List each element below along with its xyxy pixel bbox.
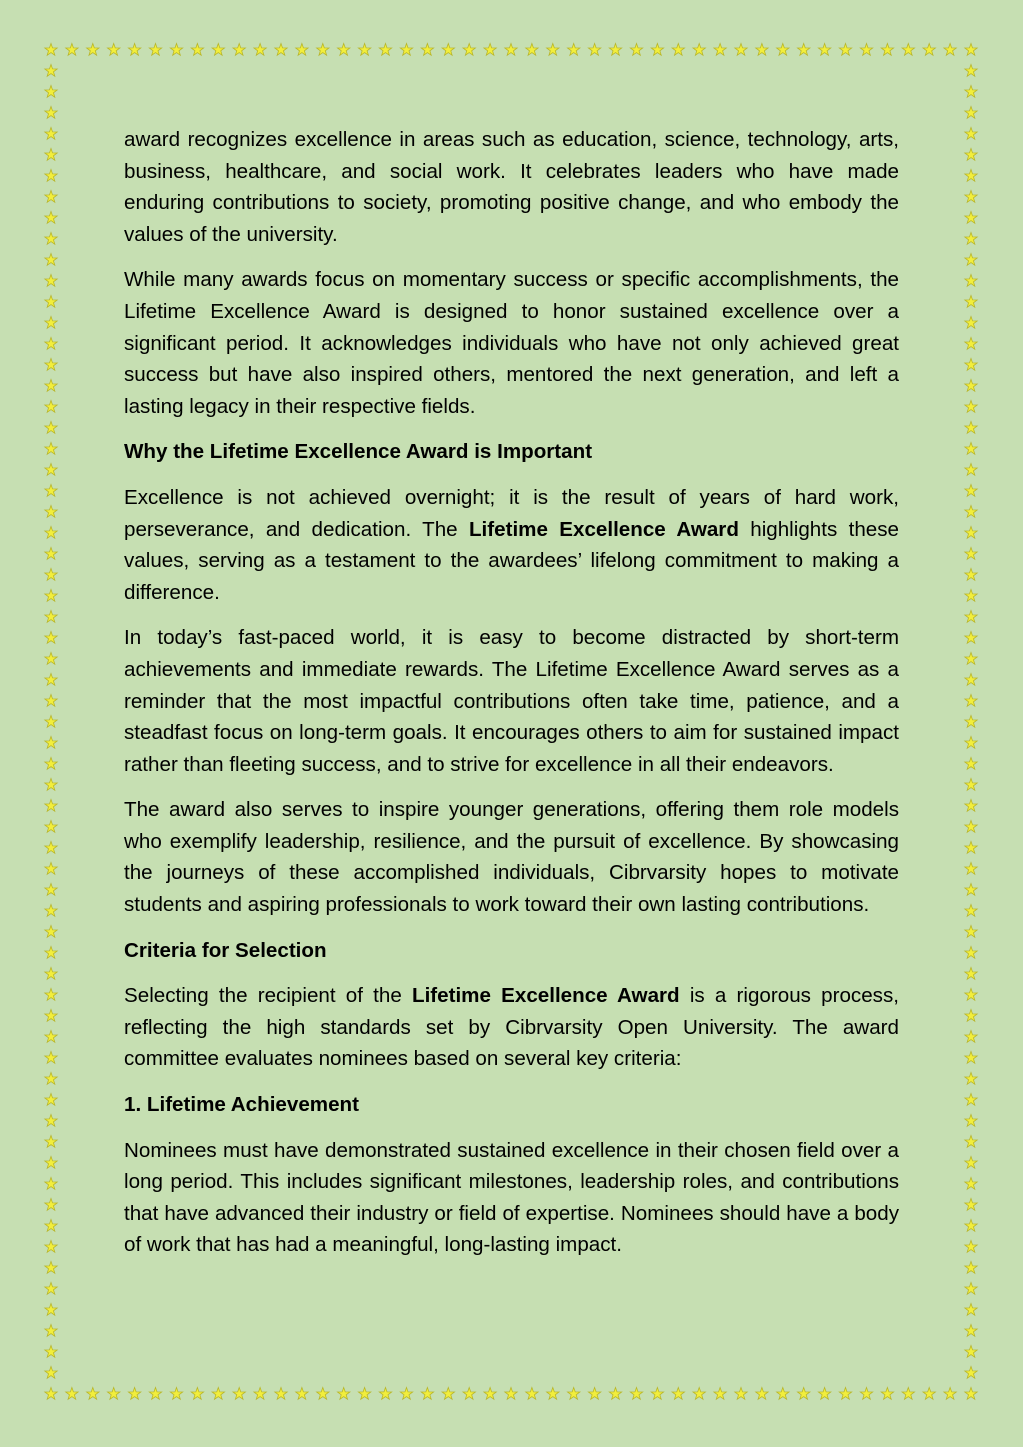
star-icon xyxy=(191,1388,203,1400)
star-icon xyxy=(965,1073,977,1085)
star-icon xyxy=(965,443,977,455)
star-icon xyxy=(45,65,57,77)
star-icon xyxy=(45,1220,57,1232)
star-icon xyxy=(881,44,893,56)
star-icon xyxy=(45,191,57,203)
star-icon xyxy=(965,1262,977,1274)
star-icon xyxy=(233,44,245,56)
star-icon xyxy=(317,1388,329,1400)
star-icon xyxy=(965,1325,977,1337)
star-icon xyxy=(965,170,977,182)
star-icon xyxy=(212,1388,224,1400)
star-icon xyxy=(45,1325,57,1337)
star-icon xyxy=(965,1283,977,1295)
star-icon xyxy=(45,569,57,581)
star-icon xyxy=(45,1199,57,1211)
star-icon xyxy=(149,1388,161,1400)
star-icon xyxy=(45,128,57,140)
star-icon xyxy=(45,1283,57,1295)
paragraph-fast-paced-world: In today’s fast-paced world, it is easy to become distracted by short-term achievements and immediate rewards. The Lifetime Excellence Award serves as a reminder that the most impactful contributions often take time, patience, and a steadfast focus on long-term goals. It encourages others to aim for sustained impact rather than fleeting success, and to strive for excellence in all their endeavors. xyxy=(124,626,899,776)
star-icon xyxy=(798,1388,810,1400)
heading-lifetime-achievement: 1. Lifetime Achievement xyxy=(124,1093,359,1117)
star-icon xyxy=(45,275,57,287)
star-icon xyxy=(965,107,977,119)
star-icon xyxy=(87,44,99,56)
star-icon xyxy=(965,611,977,623)
star-icon xyxy=(965,86,977,98)
paragraph-nominees-demonstrated: Nominees must have demonstrated sustained excellence in their chosen field over a long period. This includes significant milestones, leadership roles, and contributions that have advanced their industry or field of expertise. Nominees should have a body of work that has had a meaningful, long-lasting impact. xyxy=(124,1138,899,1257)
star-icon xyxy=(651,44,663,56)
star-icon xyxy=(965,758,977,770)
star-icon xyxy=(45,1388,57,1400)
star-icon xyxy=(965,842,977,854)
star-icon xyxy=(45,527,57,539)
star-icon xyxy=(45,1052,57,1064)
star-icon xyxy=(108,1388,120,1400)
star-icon xyxy=(45,905,57,917)
star-icon xyxy=(254,1388,266,1400)
star-icon xyxy=(526,44,538,56)
star-icon xyxy=(338,1388,350,1400)
star-icon xyxy=(547,1388,559,1400)
star-icon xyxy=(45,107,57,119)
star-icon xyxy=(45,170,57,182)
star-icon xyxy=(45,506,57,518)
star-icon xyxy=(902,44,914,56)
star-icon xyxy=(45,758,57,770)
star-icon xyxy=(45,1031,57,1043)
star-icon xyxy=(45,86,57,98)
star-icon xyxy=(965,1136,977,1148)
star-icon xyxy=(965,737,977,749)
star-icon xyxy=(45,1136,57,1148)
star-icon xyxy=(45,296,57,308)
star-icon xyxy=(693,1388,705,1400)
star-icon xyxy=(965,590,977,602)
star-icon xyxy=(505,1388,517,1400)
star-icon xyxy=(45,464,57,476)
star-icon xyxy=(965,233,977,245)
text-span: Selecting the recipient of the xyxy=(124,984,412,1008)
star-icon xyxy=(45,338,57,350)
star-icon xyxy=(839,1388,851,1400)
star-icon xyxy=(421,1388,433,1400)
star-icon xyxy=(965,359,977,371)
star-icon xyxy=(400,1388,412,1400)
star-icon xyxy=(358,1388,370,1400)
star-icon xyxy=(588,1388,600,1400)
star-icon xyxy=(338,44,350,56)
star-icon xyxy=(45,485,57,497)
star-icon xyxy=(777,44,789,56)
star-icon xyxy=(965,65,977,77)
star-icon xyxy=(400,44,412,56)
star-icon xyxy=(45,1094,57,1106)
star-icon xyxy=(128,1388,140,1400)
star-icon xyxy=(965,1199,977,1211)
star-icon xyxy=(965,926,977,938)
paragraph-sustained-excellence: While many awards focus on momentary success or specific accomplishments, the Lifetime Excellence Award is designed to honor sustained excellence over a significant period. It acknowledges individuals who have not only achieved great success but have also inspired others, mentored the next generation, and left a lasting legacy in their respective fields. xyxy=(124,268,899,418)
star-icon xyxy=(965,149,977,161)
star-icon xyxy=(45,1115,57,1127)
star-icon xyxy=(965,212,977,224)
star-icon xyxy=(860,44,872,56)
star-icon xyxy=(965,527,977,539)
star-icon xyxy=(965,947,977,959)
star-icon xyxy=(66,1388,78,1400)
star-icon xyxy=(714,44,726,56)
star-icon xyxy=(45,317,57,329)
bold-award-name: Lifetime Excellence Award xyxy=(468,517,739,541)
star-icon xyxy=(965,1031,977,1043)
star-icon xyxy=(881,1388,893,1400)
star-icon xyxy=(45,674,57,686)
star-icon xyxy=(944,1388,956,1400)
star-icon xyxy=(839,44,851,56)
star-icon xyxy=(965,380,977,392)
star-icon xyxy=(45,863,57,875)
star-icon xyxy=(45,737,57,749)
heading-criteria: Criteria for Selection xyxy=(124,938,327,962)
star-icon xyxy=(630,1388,642,1400)
star-icon xyxy=(693,44,705,56)
star-icon xyxy=(526,1388,538,1400)
star-icon xyxy=(45,1367,57,1379)
star-icon xyxy=(170,44,182,56)
star-icon xyxy=(965,338,977,350)
star-icon xyxy=(149,44,161,56)
star-icon xyxy=(965,275,977,287)
star-icon xyxy=(965,464,977,476)
star-icon xyxy=(923,1388,935,1400)
paragraph-selecting-recipient xyxy=(124,980,899,1075)
star-icon xyxy=(45,716,57,728)
star-icon xyxy=(45,212,57,224)
star-icon xyxy=(45,926,57,938)
star-icon xyxy=(296,44,308,56)
star-icon xyxy=(45,44,57,56)
star-icon xyxy=(45,1157,57,1169)
star-icon xyxy=(45,233,57,245)
star-icon xyxy=(777,1388,789,1400)
heading-why-important: Why the Lifetime Excellence Award is Important xyxy=(124,440,593,464)
star-icon xyxy=(588,44,600,56)
star-icon xyxy=(818,1388,830,1400)
star-icon xyxy=(442,44,454,56)
star-icon xyxy=(45,800,57,812)
star-icon xyxy=(672,1388,684,1400)
star-icon xyxy=(714,1388,726,1400)
star-icon xyxy=(965,1178,977,1190)
star-icon xyxy=(45,380,57,392)
star-icon xyxy=(45,1262,57,1274)
star-icon xyxy=(965,1346,977,1358)
star-icon xyxy=(965,779,977,791)
star-icon xyxy=(212,44,224,56)
star-icon xyxy=(66,44,78,56)
star-icon xyxy=(965,674,977,686)
star-icon xyxy=(965,1052,977,1064)
star-icon xyxy=(45,632,57,644)
star-icon xyxy=(965,1010,977,1022)
star-icon xyxy=(944,44,956,56)
star-icon xyxy=(965,1220,977,1232)
star-icon xyxy=(45,590,57,602)
bold-award-name: Lifetime Excellence Award xyxy=(411,984,680,1008)
star-icon xyxy=(45,1010,57,1022)
star-icon xyxy=(45,779,57,791)
text-span: highlights these values, serving as a testament to the awardees’ lifelong commitment to making a difference. xyxy=(124,517,899,604)
star-icon xyxy=(233,1388,245,1400)
star-icon xyxy=(965,1367,977,1379)
star-icon xyxy=(965,695,977,707)
star-icon xyxy=(965,485,977,497)
star-icon xyxy=(45,443,57,455)
star-icon xyxy=(275,44,287,56)
star-icon xyxy=(45,1241,57,1253)
star-icon xyxy=(651,1388,663,1400)
text-span: Excellence is not achieved overnight; it is the result of years of hard work, perseverance, and dedication. The xyxy=(124,485,899,541)
star-icon xyxy=(45,1178,57,1190)
star-icon xyxy=(756,1388,768,1400)
star-icon xyxy=(45,149,57,161)
star-icon xyxy=(965,401,977,413)
star-icon xyxy=(108,44,120,56)
star-icon xyxy=(45,842,57,854)
star-icon xyxy=(45,611,57,623)
star-icon xyxy=(798,44,810,56)
star-icon xyxy=(45,884,57,896)
star-icon xyxy=(965,716,977,728)
star-icon xyxy=(965,296,977,308)
star-icon xyxy=(45,254,57,266)
star-icon xyxy=(965,968,977,980)
star-icon xyxy=(965,989,977,1001)
star-icon xyxy=(756,44,768,56)
star-icon xyxy=(45,653,57,665)
star-icon xyxy=(484,1388,496,1400)
star-icon xyxy=(965,1388,977,1400)
star-icon xyxy=(965,884,977,896)
star-icon xyxy=(358,44,370,56)
paragraph-not-overnight xyxy=(124,482,899,608)
star-icon xyxy=(442,1388,454,1400)
text-span: is a rigorous process, reflecting the high standards set by Cibrvarsity Open University. The award committee evaluates nominees based on several key criteria: xyxy=(124,984,899,1071)
star-icon xyxy=(547,44,559,56)
star-icon xyxy=(818,44,830,56)
star-icon xyxy=(191,44,203,56)
star-icon xyxy=(484,44,496,56)
star-icon xyxy=(609,44,621,56)
star-icon xyxy=(965,506,977,518)
star-icon xyxy=(45,947,57,959)
star-icon xyxy=(254,44,266,56)
star-icon xyxy=(965,1094,977,1106)
star-icon xyxy=(965,191,977,203)
star-icon xyxy=(45,548,57,560)
star-icon xyxy=(463,1388,475,1400)
star-icon xyxy=(87,1388,99,1400)
star-icon xyxy=(45,1304,57,1316)
paragraph-award-areas: award recognizes excellence in areas such as education, science, technology, arts, business, healthcare, and social work. It celebrates leaders who have made enduring contributions to society, promoting positive change, and who embody the values of the university. xyxy=(124,128,899,246)
star-icon xyxy=(965,800,977,812)
star-icon xyxy=(45,422,57,434)
star-icon xyxy=(965,128,977,140)
star-icon xyxy=(505,44,517,56)
star-icon xyxy=(45,695,57,707)
star-icon xyxy=(923,44,935,56)
star-icon xyxy=(275,1388,287,1400)
star-icon xyxy=(965,821,977,833)
star-icon xyxy=(568,1388,580,1400)
star-icon xyxy=(965,254,977,266)
star-icon xyxy=(965,422,977,434)
star-icon xyxy=(965,1241,977,1253)
star-icon xyxy=(965,44,977,56)
star-icon xyxy=(965,548,977,560)
star-icon xyxy=(317,44,329,56)
star-icon xyxy=(965,1304,977,1316)
star-icon xyxy=(463,44,475,56)
star-icon xyxy=(45,401,57,413)
star-icon xyxy=(965,569,977,581)
star-icon xyxy=(379,1388,391,1400)
star-icon xyxy=(296,1388,308,1400)
star-icon xyxy=(965,632,977,644)
star-icon xyxy=(170,1388,182,1400)
star-icon xyxy=(965,653,977,665)
star-icon xyxy=(421,44,433,56)
star-icon xyxy=(568,44,580,56)
star-icon xyxy=(45,1073,57,1085)
star-icon xyxy=(609,1388,621,1400)
star-icon xyxy=(860,1388,872,1400)
star-icon xyxy=(45,968,57,980)
star-icon xyxy=(672,44,684,56)
star-icon xyxy=(902,1388,914,1400)
star-icon xyxy=(45,821,57,833)
star-icon xyxy=(630,44,642,56)
star-icon xyxy=(45,989,57,1001)
star-icon xyxy=(965,863,977,875)
star-icon xyxy=(965,317,977,329)
star-icon xyxy=(965,1157,977,1169)
star-icon xyxy=(45,359,57,371)
star-icon xyxy=(128,44,140,56)
paragraph-inspire-younger: The award also serves to inspire younger generations, offering them role models who exemplify leadership, resilience, and the pursuit of excellence. By showcasing the journeys of these accomplished individuals, Cibrvarsity hopes to motivate students and aspiring professionals to work toward their own lasting contributions. xyxy=(124,798,899,917)
star-icon xyxy=(965,905,977,917)
star-icon xyxy=(965,1115,977,1127)
star-icon xyxy=(735,1388,747,1400)
star-icon xyxy=(379,44,391,56)
star-icon xyxy=(735,44,747,56)
document-body xyxy=(124,124,899,1275)
star-icon xyxy=(45,1346,57,1358)
